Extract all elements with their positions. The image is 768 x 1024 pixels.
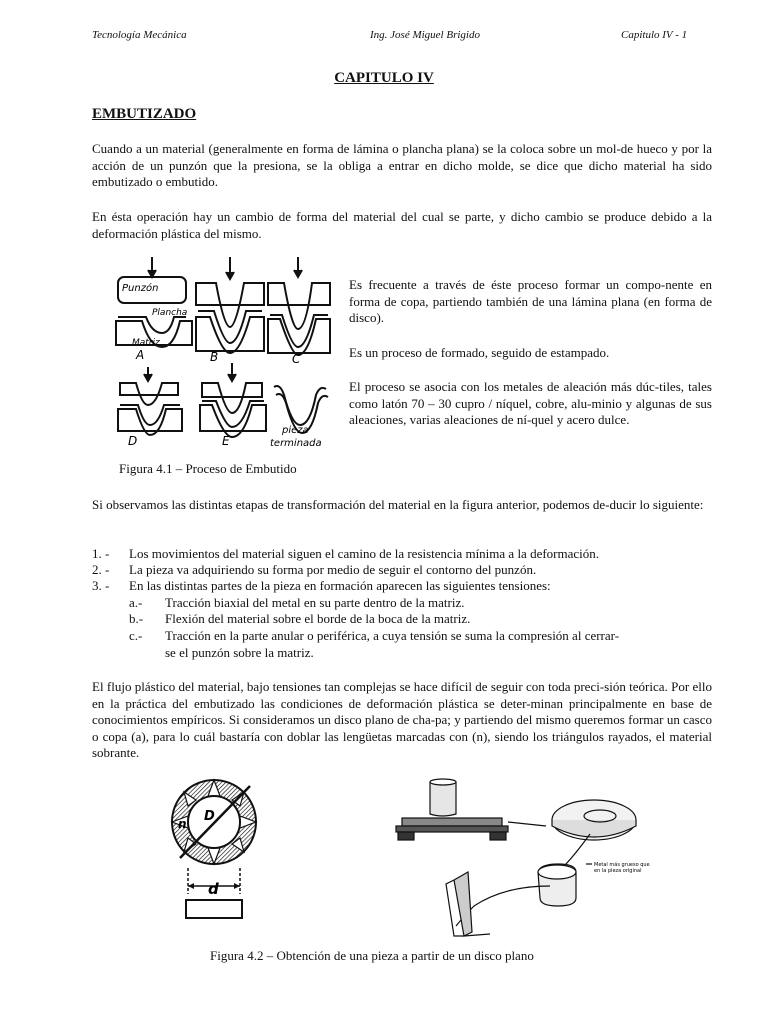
header-center: Ing. José Miguel Brigido: [370, 29, 480, 41]
figure-4-1-caption: Figura 4.1 – Proceso de Embutido: [119, 461, 297, 476]
list-text: Los movimientos del material siguen el camino de la resistencia mínima a la deformación.: [129, 546, 600, 561]
sublist-text: Flexión del material sobre el borde de la boca de la matriz.: [165, 611, 471, 626]
label-plancha: Plancha: [152, 308, 188, 318]
paragraph-change: En ésta operación hay un cambio de forma del material del cual se parte, y dicho cambio se produce debido a la deformación plástica del mismo.: [92, 209, 712, 241]
label-matriz: Matriz: [132, 338, 160, 348]
list-number: 3. -: [92, 578, 110, 593]
label-n: n: [178, 817, 187, 831]
label-pieza: pieza: [282, 425, 309, 436]
header-left: Tecnología Mecánica: [92, 29, 187, 41]
paragraph-formado: Es un proceso de formado, seguido de estampado.: [349, 345, 610, 360]
label-diameter-d: d: [208, 880, 219, 898]
chapter-title: CAPITULO IV: [334, 70, 434, 86]
figure-disc-diagram: [168, 776, 268, 932]
sublist-letter: b.-: [129, 611, 144, 626]
paragraph-observamos: Si observamos las distintas etapas de transformación del material en la figura anterior, podemos de-ducir lo siguiente:: [92, 497, 704, 512]
list-text: En las distintas partes de la pieza en formación aparecen las siguientes tensiones:: [129, 578, 551, 593]
sublist-text: Tracción en la parte anular o periférica, a cuya tensión se suma la compresión al cerrar-: [165, 628, 620, 643]
label-punzon: Punzón: [122, 283, 159, 294]
sublist-continuation: se el punzón sobre la matriz.: [165, 645, 314, 660]
sublist-letter: c.-: [129, 628, 143, 643]
label-stage-b: B: [210, 350, 219, 364]
label-stage-a: A: [136, 348, 145, 362]
list-number: 1. -: [92, 546, 110, 561]
list-number: 2. -: [92, 562, 110, 577]
header-right: Capitulo IV - 1: [621, 29, 688, 41]
list-text: La pieza va adquiriendo su forma por medio de seguir el contorno del punzón.: [129, 562, 537, 577]
label-metal-note-2: en la pieza original: [594, 868, 642, 874]
figure-4-2-caption: Figura 4.2 – Obtención de una pieza a partir de un disco plano: [210, 948, 534, 963]
label-terminada: terminada: [270, 438, 322, 449]
figure-press-process: [394, 776, 660, 942]
label-stage-e: E: [222, 434, 230, 448]
label-stage-d: D: [128, 434, 138, 448]
sublist-letter: a.-: [129, 595, 143, 610]
sublist-text: Tracción biaxial del metal en su parte dentro de la matriz.: [165, 595, 465, 610]
figure-embutido-stages: [112, 255, 334, 455]
label-metal-note-1: Metal más grueso que: [594, 862, 650, 868]
label-diameter-D: D: [204, 809, 215, 824]
paragraph-metales: El proceso se asocia con los metales de aleación más dúc-tiles, tales como latón 70 – 30 cupro / níquel, cobre, alu-minio y algunas de sus aleaciones, varias aleaciones de ní-quel y acero dulce.: [349, 379, 712, 427]
paragraph-flujo: El flujo plástico del material, bajo tensiones tan complejas se hace difícil de seguir con toda preci-sión teórica. Por ello en la práctica del embutizado las condiciones de deformación plástica se deter-minan principalmente en base de conocimientos empíricos. Si consideramos un disco plano de cha-pa; y partiendo del mismo queremos formar un casco o copa (a), para lo cuál bastaría con doblar las lengüetas marcadas con (n), siendo los triángulos rayados, el material sobrante.: [92, 679, 712, 760]
paragraph-copa: Es frecuente a través de éste proceso formar un compo-nente en forma de copa, partiendo también de una lámina plana (en forma de disco).: [349, 277, 712, 325]
label-stage-c: C: [292, 352, 301, 366]
section-title: EMBUTIZADO: [92, 106, 197, 122]
paragraph-intro: Cuando a un material (generalmente en forma de lámina o plancha plana) se la coloca sobre un mol-de hueco y por la acción de un punzón que la presiona, se la obliga a entrar en dicho molde, se dice que dicho material ha sido embutizado o embutido.: [92, 141, 712, 189]
